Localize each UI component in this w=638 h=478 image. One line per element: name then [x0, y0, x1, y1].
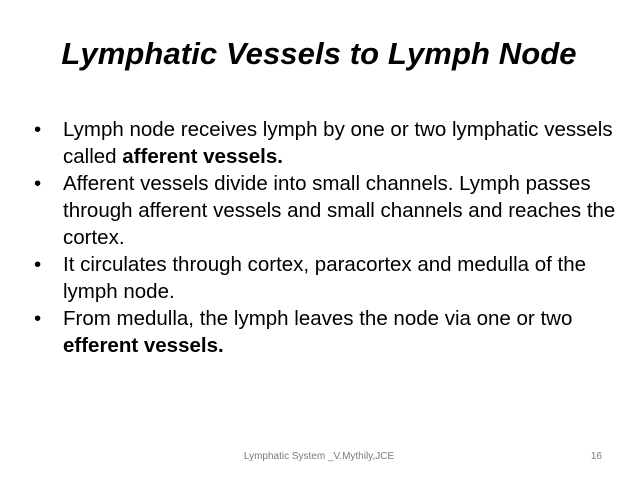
- bullet-item: [34, 251, 624, 305]
- bullet-item: [34, 116, 624, 170]
- bullet-item: [34, 170, 624, 251]
- bullet-dot: •: [34, 253, 42, 276]
- bullet-dot: •: [34, 118, 42, 141]
- bullet-text: Afferent vessels divide into small channels. Lymph passes through afferent vessels and small channels and reaches the cortex.: [63, 172, 616, 249]
- bullet-item: [34, 305, 624, 359]
- bullet-bold-text: afferent vessels.: [122, 145, 283, 168]
- bullet-text: Lymph node receives lymph by one or two lymphatic vessels called: [63, 118, 613, 168]
- bullet-text: It circulates through cortex, paracortex and medulla of the lymph node.: [63, 253, 587, 303]
- bullet-text: From medulla, the lymph leaves the node via one or two: [63, 307, 573, 330]
- bullet-bold-text: efferent vessels.: [63, 334, 224, 357]
- bullet-dot: •: [34, 172, 42, 195]
- bullet-dot: •: [34, 307, 42, 330]
- slide-title: Lymphatic Vessels to Lymph Node: [61, 36, 577, 71]
- page-number: 16: [590, 451, 602, 462]
- slide-footer: Lymphatic System _V.Mythily,JCE: [243, 451, 395, 462]
- bullet-list: [34, 116, 624, 359]
